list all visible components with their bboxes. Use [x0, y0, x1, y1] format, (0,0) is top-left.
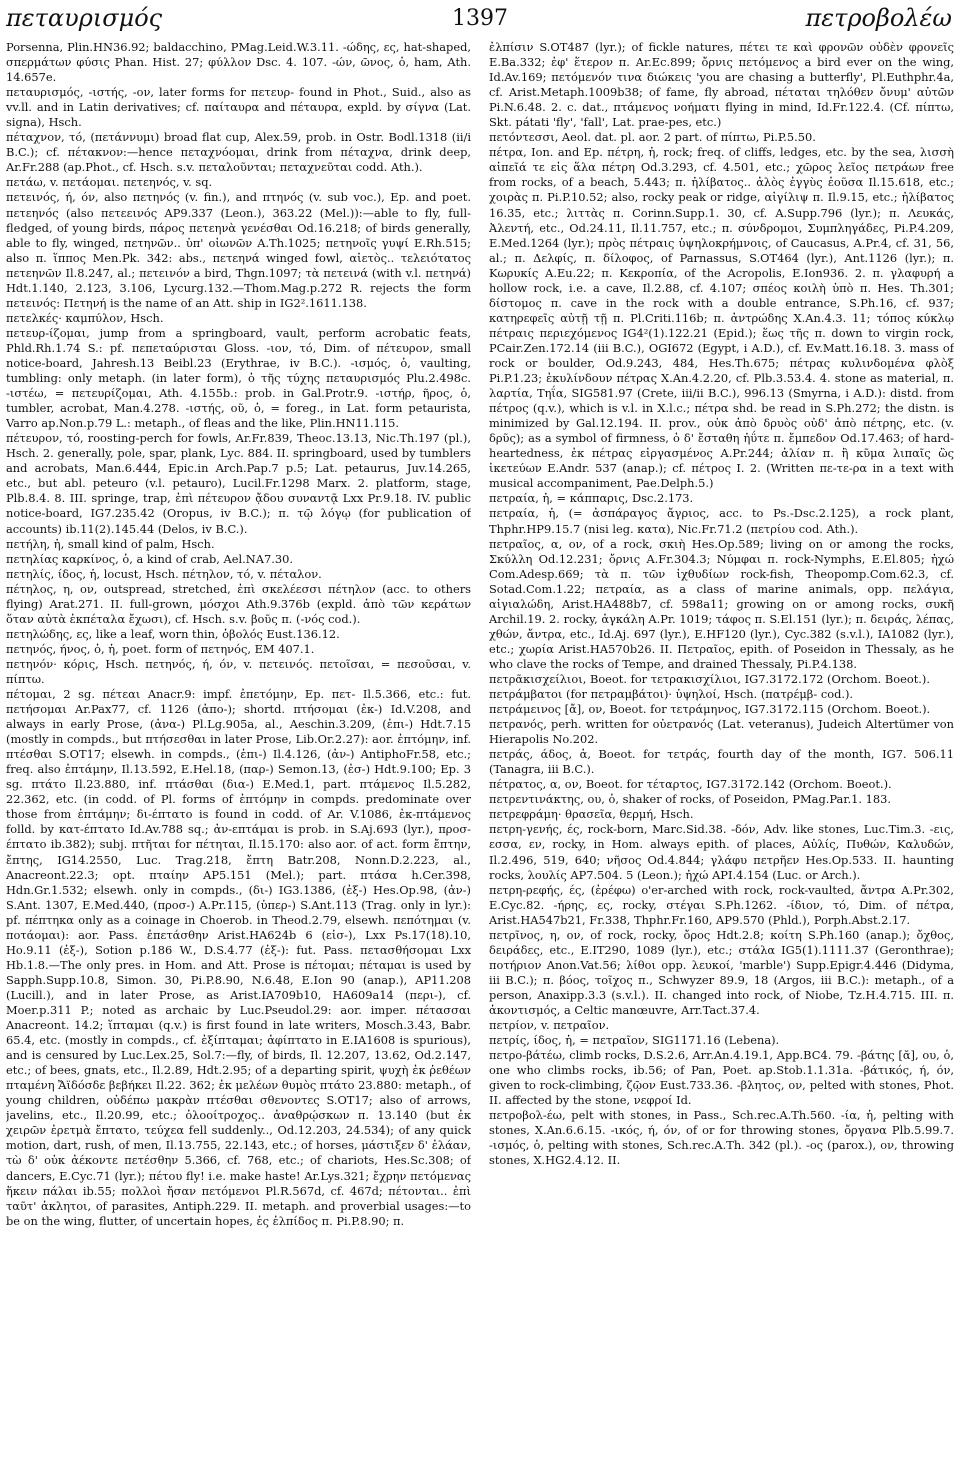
page-header: [0, 0, 960, 40]
dictionary-entry: πετρεφράμη· θρασεῖα, θερμή, Hsch.: [489, 807, 694, 822]
dictionary-entry: πετράμεινος [ἄ], ον, Boeot. for τετράμηνος, IG7.3172.115 (Orchom. Boeot.).: [489, 702, 931, 717]
page-number: 1397: [452, 6, 508, 31]
dictionary-entry: πέταχνον, τό, (πετάννυμι) broad flat cup, Alex.59, prob. in Ostr. Bodl.1318 (ii/i B.C.); cf. πέτακνον:—hence πεταχνόομαι, drink from πέταχνα, drink deep, Ar.Fr.288 (ap.Phot., cf. Hsch. s.v. πεταλοῦνται; πεταχνεῦται codd. Ath.).: [6, 130, 471, 175]
dictionary-entry: πετροβολ-έω, pelt with stones, in Pass., Sch.rec.A.Th.560. -ία, ἡ, pelting with stones, X.An.6.6.15. -ικός, ή, όν, of or for throwing stones, ὄργανα Plb.5.99.7. -ισμός, ὁ, pelting with stones, Sch.rec.A.Th. 342 (pl.). -ος (parox.), ον, throwing stones, X.HG2.4.12. II.: [489, 1108, 954, 1168]
dictionary-entry: πετηνόν· κόρις, Hsch. πετηνός, ή, όν, v. πετεινός. πετοῖσαι, = πεσοῦσαι, v. πίπτω.: [6, 656, 471, 686]
dictionary-entry: πέτομαι, 2 sg. πέτεαι Anacr.9: impf. ἐπετόμην, Ep. πετ- Il.5.366, etc.: fut. πετήσομαι Ar.Pax77, cf. 1126 (ἀπο-); shortd. πτήσομαι (ἐκ-) Id.V.208, and always in early Prose, (ἀνα-) Pl.Lg.905a, al., Aeschin.3.209, (ἐπι-) Hdt.7.15 (mostly in compds., but πτήσεσθαι in later Prose, Lib.Or.2.27): aor. ἐπτόμην, inf. πτέσθαι S.OT17; elsewh. in compds., (ἐπι-) Il.4.126, (ἀν-) AntiphoFr.58, etc.; freq. also ἐπτάμην, Il.13.592, E.Hel.18, (παρ-) Semon.13, (ἐσ-) Hdt.9.100; Ep. 3 sg. πτάτο Il.23.880, inf. πτάσθαι (δια-) E.Med.1, part. πτάμενος Il.5.282, 22.362, etc. (in codd. of Pl. forms of ἐπτόμην in compds. predominate over those from ἐπτάμην; δι-έπτατο is found in codd. of Ar. V.1086, ἐκ-πτάμενος folld. by κατ-έπτατο Id.Av.788 sq.; ἀν-επτάμαι is prob. in S.Aj.693 (lyr.), προσ-έπτατο ib.382); subj. πτῆται for πέτηται, Il.15.170: also aor. of act. form ἔπτην, ἔπτης, IG14.2550, Luc. Trag.218, ἔπτη Batr.208, Nonn.D.2.223, al., Anacreont.22.3; opt. πταίην AP5.151 (Mel.); part. πτάσα h.Cer.398, Hdn.Gr.1.532; elsewh. only in compds., (δι-) IG3.1386, (ἐξ-) Hes.Op.98, (ἀν-) S.Ant. 1307, E.Med.440, (προσ-) A.Pr.115, (ὑπερ-) S.Ant.113 (Trag. only in lyr.): pf. πέπτηκα only as a coinage in Choerob. in Theod.2.79, elsewh. πεπότημαι (v. ποτάομαι): aor. Pass. ἐπετάσθην Arist.HA624b 6 (εἰσ-), Lxx Ps.17(18).10, Ho.9.11 (ἐξ-), Sotion p.186 W., D.S.4.77 (ἐξ-): fut. Pass. πετασθήσομαι Lxx Hb.1.8.—The only pres. in Hom. and Att. Prose is πέτομαι; πέταμαι is used by Sapph.Supp.10.8, Simon. 30, Pi.P.8.90, N.6.48, E.Ion 90 (anap.), AP11.208 (Lucill.), and in later Prose, as Arist.IA709b10, HA609a14 (περι-), cf. Moer.p.311 P.; noted as archaic by Luc.Pseudol.29: aor. imper. πέτασσαι Anacreont. 14.2; ἵπταμαι (q.v.) is first found in late writers, Mosch.3.43, Babr. 65.4, etc. (mostly in compds., cf. ἐξίπταμαι; ἀφίπτατο in E.IA1608 is spurious), and is censured by Luc.Lex.25, Sol.7:—fly, of birds, Il. 12.207, 13.62, Od.2.147, etc.; of bees, gnats, etc., Il.2.89, Hdt.2.95; of a departing spirit, ψυχὴ ἐκ ῥεθέων πταμένη Ἄϊδόσδε βεβήκει Il.22. 362; ἐκ μελέων θυμὸς πτάτο 23.880: metaph., of young children, οὐδέπω μακρὰν πτέσθαι σθενοντες S.OT17; also of arrows, javelins, etc., Il.20.99, etc.; ὀλοοίτροχος.. ἀναθρῴσκων π. 13.140 (but ἐκ χειρῶν ἐρετμὰ ἔπτατο, τεύχεα fell suddenly.., Od.12.203, 24.534); of any quick motion, dart, rush, of men, Il.13.755, 22.143, etc.; of horses, μάστιξεν δ' ἐλάαν, τὼ δ' οὐκ ἀέκοντε πετέσθην 5.366, cf. 768, etc.; of chariots, Hes.Sc.308; of dancers, E.Cyc.71 (lyr.); πέτου fly! i.e. make haste! Ar.Lys.321; ἔχρην πετόμενας ἥκειν πάλαι ib.55; πολλοὶ ἤσαν πετόμενοι Pl.R.567d, cf. 467d; πέτονται.. ἐπὶ ταῦτ' ἀκλητοι, of parasites, Antiph.229. II. metaph. and proverbial usages:—to be on the wing, flutter, of uncertain hopes, ἐς ἐλπίδος π. Pi.P.8.90; π.: [6, 687, 471, 1228]
dictionary-entry: πετράμβατοι (for πετραμβάτοι)· ὑψηλοί, Hsch. (πατρέμβ- cod.).: [489, 687, 854, 702]
dictionary-entry: πετηνός, ήνος, ὁ, ἡ, poet. form of πετηνός, EM 407.1.: [6, 641, 315, 656]
dictionary-entry: πετρεντινάκτης, ου, ὁ, shaker of rocks, of Poseidon, PMag.Par.1. 183.: [489, 792, 891, 807]
right-column: [489, 40, 954, 1463]
dictionary-entry: πετραία, ἡ, = κάππαρις, Dsc.2.173.: [489, 491, 694, 506]
dictionary-entry: πετηλώδης, ες, like a leaf, worn thin, ὀβολός Eust.136.12.: [6, 626, 340, 641]
dictionary-entry: πετρίς, ίδος, ἡ, = πετραῖον, SIG1171.16 (Lebena).: [489, 1033, 780, 1048]
dictionary-entry: πετραῖος, α, ον, of a rock, σκιὴ Hes.Op.589; living on or among the rocks, Σκύλλη Od.12.231; ὄρνις A.Fr.304.3; Νύμφαι π. rock-Nymphs, E.El.805; ἠχώ Com.Adesp.669; τὰ π. τῶν ἰχθυδίων rock-fish, Theopomp.Com.62.3, cf. Sotad.Com.1.22; πετραία, as a class of marine animals, opp. πελάγια, αἰγιαλώδη, Arist.HA488b7, cf. 598a11; growing on or among rocks, συκῆ Archil.19. 2. rocky, ἀγκάλη A.Pr. 1019; τάφος π. S.El.151 (lyr.); π. δειράς, λέπας, χθών, ἄντρα, etc., Id.Aj. 697 (lyr.), E.HF120 (lyr.), Cyc.382 (s.v.l.), IA1082 (lyr.), etc.; χωρία Arist.HA570b26. II. Πετραῖος, epith. of Poseidon in Thessaly, as he who clave the rocks of Tempe, and drained Thessaly, Pi.P.4.138.: [489, 536, 954, 671]
dictionary-entry: πετεινός, ή, όν, also πετηνός (v. fin.), and πτηνός (v. sub voc.), Ep. and poet. πετεηνός (also πετεεινός AP9.337 (Leon.), 363.22 (Mel.)):—able to fly, full-fledged, of young birds, πάρος πετεηνὰ γενέσθαι Od.16.218; of birds generally, able to fly, winged, πετηνῶν.. ὑπ' οἰωνῶν A.Th.1025; πετηνοῖς γυψί E.Rh.515; also π. ἵππος Men.Pk. 342: abs., πετεηνά winged fowl, αἰετὸς.. τελειότατος πετεηνῶν Il.8.247, al.; πετεινόν a bird, Thgn.1097; τὰ πετεινά (with v.l. πετηνά) Hdt.1.140, 2.123, 3.106, Lycurg.132.—Thom.Mag.p.272 R. rejects the form πετεινός: Πετηνή is the name of an Att. ship in IG2².1611.138.: [6, 190, 471, 310]
dictionary-entry: πετήλη, ἡ, small kind of palm, Hsch.: [6, 536, 215, 551]
dictionary-entry: πετηλίας καρκίνος, ὁ, a kind of crab, Ael.NA7.30.: [6, 551, 293, 566]
dictionary-entry: πετάω, v. πετάομαι. πετεηνός, v. sq.: [6, 175, 213, 190]
dictionary-entry: Porsenna, Plin.HN36.92; baldacchino, PMag.Leid.W.3.11. -ώδης, ες, hat-shaped, σπερμάτων φύσις Phan. Hist. 27; φύλλον Dsc. 4. 107. -ών, ῶνος, ὁ, ham, Ath. 14.657e.: [6, 40, 471, 85]
dictionary-entry: πετηλίς, ίδος, ἡ, locust, Hsch. πέτηλον, τό, v. πέταλον.: [6, 566, 322, 581]
dictionary-entry: πετρῖνος, η, ον, of rock, rocky, ὄρος Hdt.2.8; κοίτη S.Ph.160 (anap.); ὄχθος, δειράδες, etc., E.IT290, 1089 (lyr.), etc.; στάλα IG5(1).1111.37 (Geronthrae); ποτήριον Anon.Vat.56; λίθοι opp. λευκοί, 'marble') Supp.Epigr.4.446 (Didyma, iii B.C.); π. βόος, τοῖχος π., Schwyzer 89.9, 18 (Argos, iii B.C.): metaph., of a person, Anaxipp.3.3 (s.v.l.). II. changed into rock, of Niobe, Tz.H.4.715. III. π. ἀκοντισμός, a Celtic manœuvre, Arr.Tact.37.4.: [489, 927, 954, 1017]
dictionary-entry: πέτρα, Ion. and Ep. πέτρη, ἡ, rock; freq. of cliffs, ledges, etc. by the sea, λισσὴ αἰπεῖά τε εἰς ἅλα πέτρη Od.3.293, cf. 4.501, etc.; χῶρος λεῖος πετράων free from rocks, of a beach, 5.443; π. ἠλίβατος.. ἀλὸς ἐγγὺς ἐοῦσα Il.15.618, etc.; χοιρὰς π. Pi.P.10.52; also, rocky peak or ridge, αἰγίλιψ π. Il.9.15, etc.; ἠλίβατος 16.35, etc.; λιττὰς π. Corinn.Supp.1. 30, cf. A.Supp.796 (lyr.); π. Λευκάς, Ἀλεντή, etc., Od.24.11, Il.11.757, etc.; π. σύνδρομοι, Συμπληγάδες, Pi.P.4.209, E.Med.1264 (lyr.); πρὸς πέτραις ὑψηλοκρήμνοις, of Caucasus, A.Pr.4, cf. 31, 56, al.; π. Δελφίς, π. δίλοφος, of Parnassus, S.OT464 (lyr.), Ant.1126 (lyr.); π. Κωρυκίς A.Eu.22; π. Κεκροπία, of the Acropolis, E.Ion936. 2. π. γλαφυρή a hollow rock, i.e. a cave, Il.2.88, cf. 4.107; σπέος κοιλὴ ὑπὸ π. Hes. Th.301; δίστομος π. cave in the rock with a double entrance, S.Ph.16, cf. 937; κατηρεφεῖς αὐτῇ τῇ π. Pl.Criti.116b; π. ἀντρώδης X.An.4.3. 11; τόπος κύκλῳ πέτραις περιεχόμενος IG4²(1).122.21 (Epid.); ἕως τῆς π. down to virgin rock, PCair.Zen.172.14 (iii B.C.), OGI672 (Egypt, i A.D.), cf. Ev.Matt.16.18. 3. mass of rock or boulder, Od.9.243, 484, Hes.Th.675; πέτρας κυλινδομένα φλὸξ Pi.P.1.23; ἐκυλίνδουν πέτρας X.An.4.2.20, cf. Plb.3.53.4. 4. stone as material, π. λαρτία, Τηΐα, SIG581.97 (Crete, iii/ii B.C.), 996.13 (Smyrna, i A.D.): distd. from πέτρος (q.v.), which is v.l. in X.l.c.; πέτρα shd. be read in S.Ph.272; the distn. is minimized by Gal.12.194. II. prov., οὐκ ἀπὸ δρυὸς οὐδ' ἀπὸ πέτρης, etc. (v. δρῦς); as a symbol of firmness, ὁ δ' ἔσταθη ἠΰτε π. ἔμπεδον Od.17.463; of hard-heartedness, ἐκ πέτρας εἰργασμένος A.Pr.244; ἀλίαν π. ἢ κῦμα λιπαῖς ὣς ἰκετεύων E.Andr. 537 (anap.); cf. πέτρος I. 2. (Written πε-τε-ρα in a text with musical accompaniment, Pae.Delph.5.): [489, 145, 954, 491]
dictionary-entry: πετόντεσσι, Aeol. dat. pl. aor. 2 part. of πίπτω, Pi.P.5.50.: [489, 130, 816, 145]
dictionary-entry: πετρίον, v. πετραῖον.: [489, 1018, 610, 1033]
dictionary-entry: πετρᾶκισχείλιοι, Boeot. for τετρακισχίλιοι, IG7.3172.172 (Orchom. Boeot.).: [489, 671, 930, 686]
dictionary-entry: πετράς, άδος, ἁ, Boeot. for τετράς, fourth day of the month, IG7. 506.11 (Tanagra, iii B.C.).: [489, 747, 954, 777]
dictionary-entry: πέτηλος, η, ον, outspread, stretched, ἐπὶ σκελέεσσι πέτηλον (acc. to others flying) Arat.271. II. full-grown, μόσχοι Ath.9.376b (expld. ἀπὸ τῶν κεράτων ὅταν αὐτὰ ἐκπέταλα ἔχωσι), cf. Hsch. s.v. βοῦς π. (-νός cod.).: [6, 581, 471, 626]
dictionary-columns: [0, 40, 960, 1463]
dictionary-entry: πέτευρον, τό, roosting-perch for fowls, Ar.Fr.839, Theoc.13.13, Nic.Th.197 (pl.), Hsch. 2. generally, pole, spar, plank, Lyc. 884. II. springboard, used by tumblers and acrobats, Man.6.444, Epic.in Arch.Pap.7 p.5; Lat. petaurus, Juv.14.265, etc., but abl. peteuro (v.l. petauro), Lucil.Fr.1298 Marx. 2. platform, stage, Plb.8.4. 8. III. springe, trap, ἐπὶ πέτευρον ᾄδου συναντᾷ Lxx Pr.9.18. IV. public notice-board, IG7.235.42 (Oropus, iv B.C.); π. τῷ λόγῳ (for publication of accounts) ib.11(2).145.44 (Delos, iv B.C.).: [6, 431, 471, 536]
dictionary-entry: πετρανός, perh. written for οὐετρανός (Lat. veteranus), Judeich Altertümer von Hierapolis No.202.: [489, 717, 954, 747]
dictionary-entry: πετρη-γενής, ές, rock-born, Marc.Sid.38. -δόν, Adv. like stones, Luc.Tim.3. -εις, εσσα, εν, rocky, in Hom. always epith. of places, Αὐλίς, Πυθών, Καλυδών, Il.2.496, 519, 640; νῆσος Od.4.844; γλάφυ πετρῆεν Hes.Op.533. II. haunting rocks, λουλίς AP7.504. 5 (Leon.); ἠχώ API.4.154 (Luc. or Arch.).: [489, 822, 954, 882]
left-column: [6, 40, 471, 1463]
dictionary-entry: πέτρατος, α, ον, Boeot. for τέταρτος, IG7.3172.142 (Orchom. Boeot.).: [489, 777, 892, 792]
dictionary-entry: πετρη-ρεφής, ές, (ἐρέφω) o'er-arched with rock, rock-vaulted, ἄντρα A.Pr.302, E.Cyc.82. -ήρης, ες, rocky, στέγαι S.Ph.1262. -ίδιον, τό, Dim. of πέτρα, Arist.HA547b21, Fr.338, Thphr.Fr.160, AP9.570 (Phld.), Porph.Abst.2.17.: [489, 882, 954, 927]
dictionary-entry: πετρο-βάτέω, climb rocks, D.S.2.6, Arr.An.4.19.1, App.BC4. 79. -βάτης [ᾰ], ου, ὁ, one who climbs rocks, ib.56; of Pan, Poet. ap.Stob.1.1.31a. -βάτικός, ή, όν, given to rock-climbing, ζῷον Eust.733.36. -βλητος, ον, pelted with stones, Phot. II. affected by the stone, νεφροί Id.: [489, 1048, 954, 1108]
dictionary-entry: ἐλπίσιν S.OT487 (lyr.); of fickle natures, πέτει τε καὶ φρονῶν οὐδὲν φρονεῖς E.Ba.332; ἐφ' ἕτερον π. Ar.Ec.899; ὄρνις πετόμενος a bird ever on the wing, Id.Av.169; πετόμενόν τινα διώκεις 'you are chasing a butterfly', Pl.Euthphr.4a, cf. Arist.Metaph.1009b38; of fame, fly abroad, πέταται τηλόθεν ὄνυμ' αὐτῶν Pi.N.6.48. 2. c. dat., πτάμενος νοήματι flying in mind, Id.Fr.122.4. (Cf. πίπτω, Skt. pátati 'fly', 'fall', Lat. prae-pes, etc.): [489, 40, 954, 130]
dictionary-entry: πεταυρισμός, -ιστής, -ον, later forms for πετευρ- found in Phot., Suid., also as vv.ll. and in Latin derivatives; cf. παίταυρα and πέταυρα, expld. by σίγνα (Lat. signa), Hsch.: [6, 85, 471, 130]
dictionary-entry: πετραία, ἡ, (= ἀσπάραγος ἄγριος, acc. to Ps.-Dsc.2.125), a rock plant, Thphr.HP9.15.7 (nisi leg. κατα), Nic.Fr.71.2 (πετρίου cod. Ath.).: [489, 506, 954, 536]
right-running-head: πετροβολέω: [805, 4, 952, 32]
dictionary-entry: πετελκές· καμπύλον, Hsch.: [6, 310, 164, 325]
dictionary-entry: πετευρ-ίζομαι, jump from a springboard, vault, perform acrobatic feats, Phld.Rh.1.74 S.: pf. πεπεταύρισται Gloss. -ιον, τό, Dim. of πέτευρον, small notice-board, Jahresh.13 Beibl.23 (Erythrae, iv B.C.). -ισμός, ὁ, vaulting, tumbling: only metaph. (in later form), ὁ τῆς τύχης πεταυρισμός Plu.2.498c. -ιστέω, = πετευρίζομαι, Ath. 4.155b.: prob. in Gal.Protr.9. -ιστήρ, ῆρος, ὁ, tumbler, acrobat, Man.4.278. -ιστής, οῦ, ὁ, = foreg., in Lat. form petaurista, Varro ap.Non.p.79 L.: metaph., of fleas and the like, Plin.HN11.115.: [6, 325, 471, 431]
left-running-head: πεταυρισμός: [6, 4, 163, 32]
